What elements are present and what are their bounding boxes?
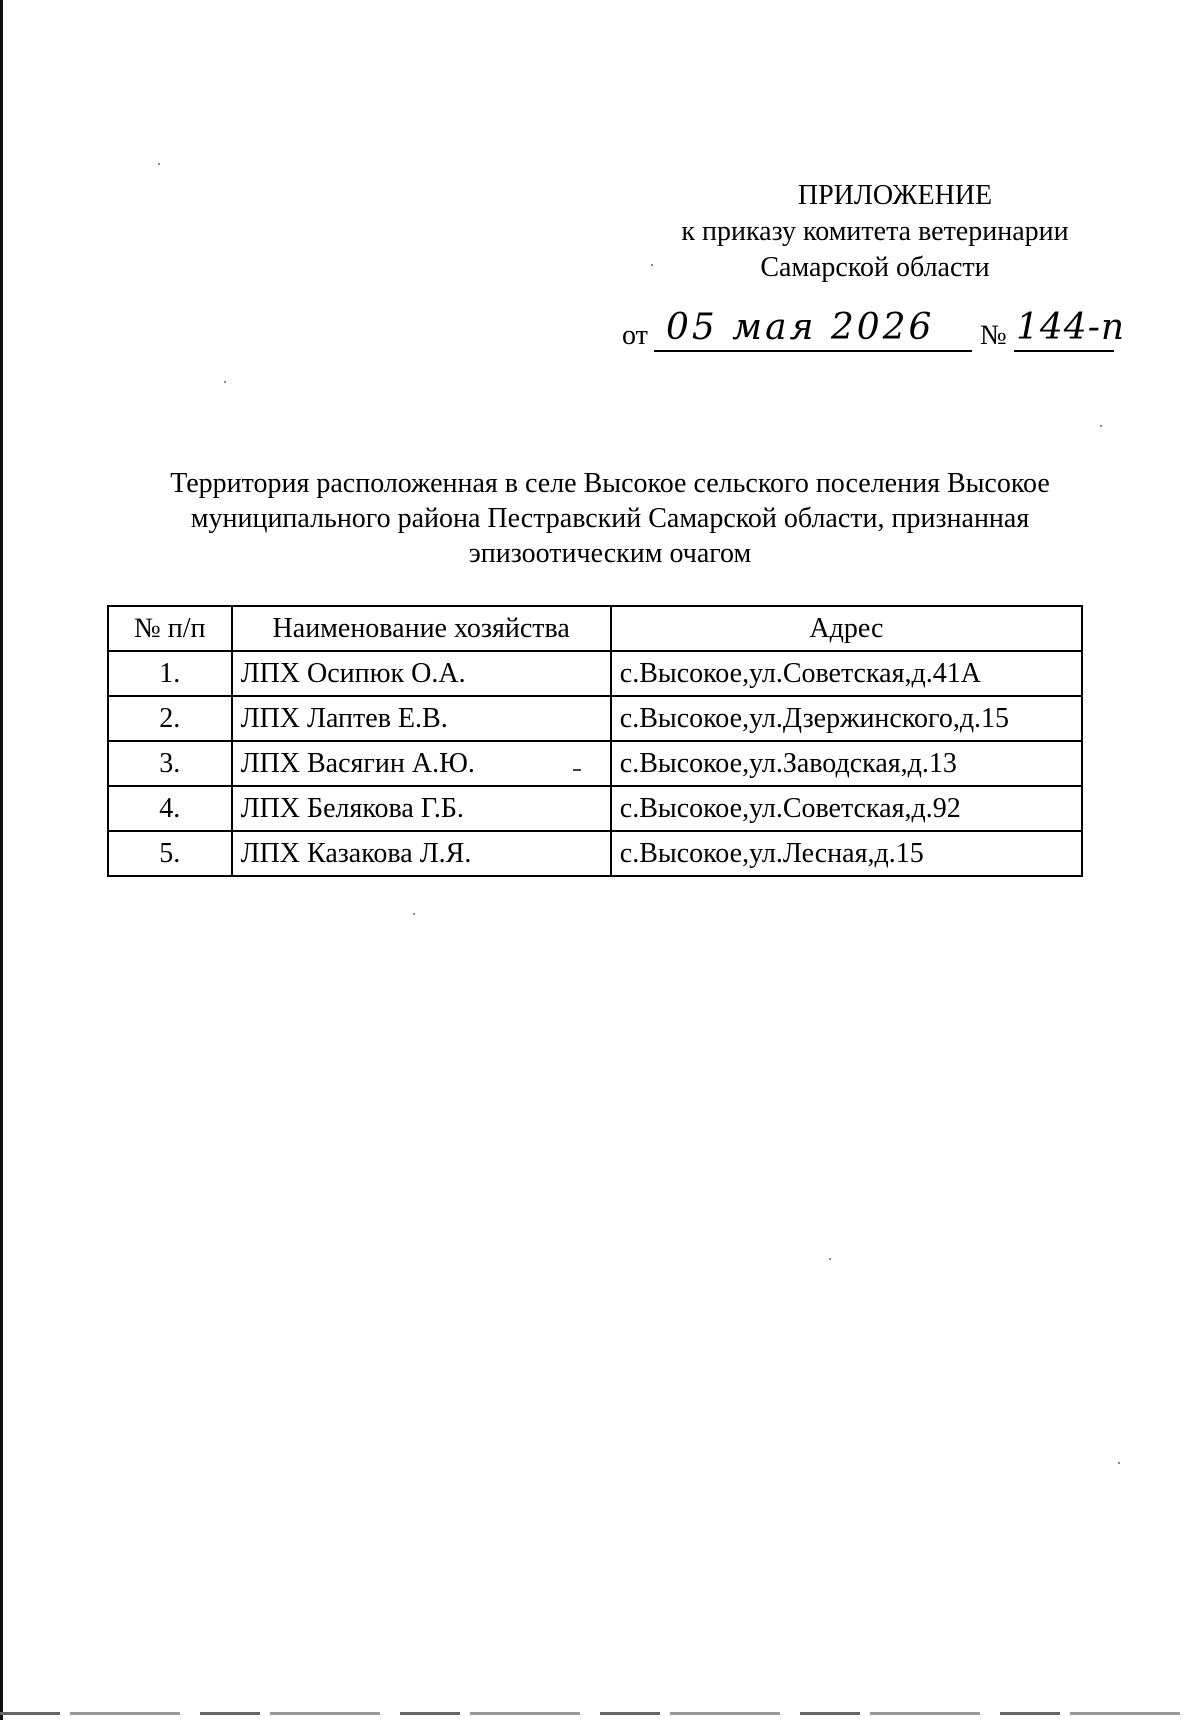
scan-speck <box>224 381 226 383</box>
row-number: 4. <box>108 786 232 831</box>
scan-speck <box>158 163 160 165</box>
annex-line-1: к приказу комитета ветеринарии <box>681 216 1069 247</box>
table-header-row <box>108 606 1082 651</box>
farm-name: ЛПХ Васягин А.Ю. <box>232 741 611 786</box>
scan-speck <box>1100 425 1102 427</box>
header-number: № п/п <box>108 606 232 651</box>
heading-line-3: эпизоотическим очагом <box>468 538 752 569</box>
row-number: 2. <box>108 696 232 741</box>
farm-name: ЛПХ Казакова Л.Я. <box>232 831 611 876</box>
row-number: 5. <box>108 831 232 876</box>
scan-bottom-edge <box>0 1712 1200 1715</box>
scan-page-edge <box>0 0 3 1720</box>
order-date-number-line <box>622 298 1126 358</box>
order-from-label: от <box>622 320 648 351</box>
farm-address: с.Высокое,ул.Дзержинского,д.15 <box>611 696 1082 741</box>
farm-address: с.Высокое,ул.Заводская,д.13 <box>611 741 1082 786</box>
scan-speck <box>829 1258 831 1260</box>
annex-title: ПРИЛОЖЕНИЕ <box>797 180 993 211</box>
farm-address: с.Высокое,ул.Советская,д.41А <box>611 651 1082 696</box>
table-row <box>108 696 1082 741</box>
table-row <box>108 651 1082 696</box>
farm-name: ЛПХ Осипюк О.А. <box>232 651 611 696</box>
table-row <box>108 741 1082 786</box>
scan-speck <box>1118 1462 1120 1464</box>
annex-line-2: Самарской области <box>760 252 990 283</box>
table-row <box>108 831 1082 876</box>
header-address: Адрес <box>611 606 1082 651</box>
farm-address: с.Высокое,ул.Лесная,д.15 <box>611 831 1082 876</box>
scan-speck <box>651 264 653 266</box>
farms-table <box>107 605 1083 877</box>
header-farm-name: Наименование хозяйства <box>232 606 611 651</box>
order-number-label: № <box>980 320 1007 351</box>
stray-dash-mark <box>573 769 581 771</box>
farm-name: ЛПХ Белякова Г.Б. <box>232 786 611 831</box>
scan-speck <box>413 913 415 915</box>
table-row <box>108 786 1082 831</box>
document-heading <box>150 466 1070 571</box>
heading-line-2: муниципального района Пестравский Самарской области, признанная <box>190 503 1030 534</box>
farm-name: ЛПХ Лаптев Е.В. <box>232 696 611 741</box>
annex-block <box>640 178 1110 286</box>
row-number: 3. <box>108 741 232 786</box>
farm-address: с.Высокое,ул.Советская,д.92 <box>611 786 1082 831</box>
order-date-handwritten: 05 мая 2026 <box>666 307 935 348</box>
order-number-handwritten: 144-п <box>1016 307 1126 348</box>
row-number: 1. <box>108 651 232 696</box>
heading-line-1: Территория расположенная в селе Высокое сельского поселения Высокое <box>170 468 1050 499</box>
